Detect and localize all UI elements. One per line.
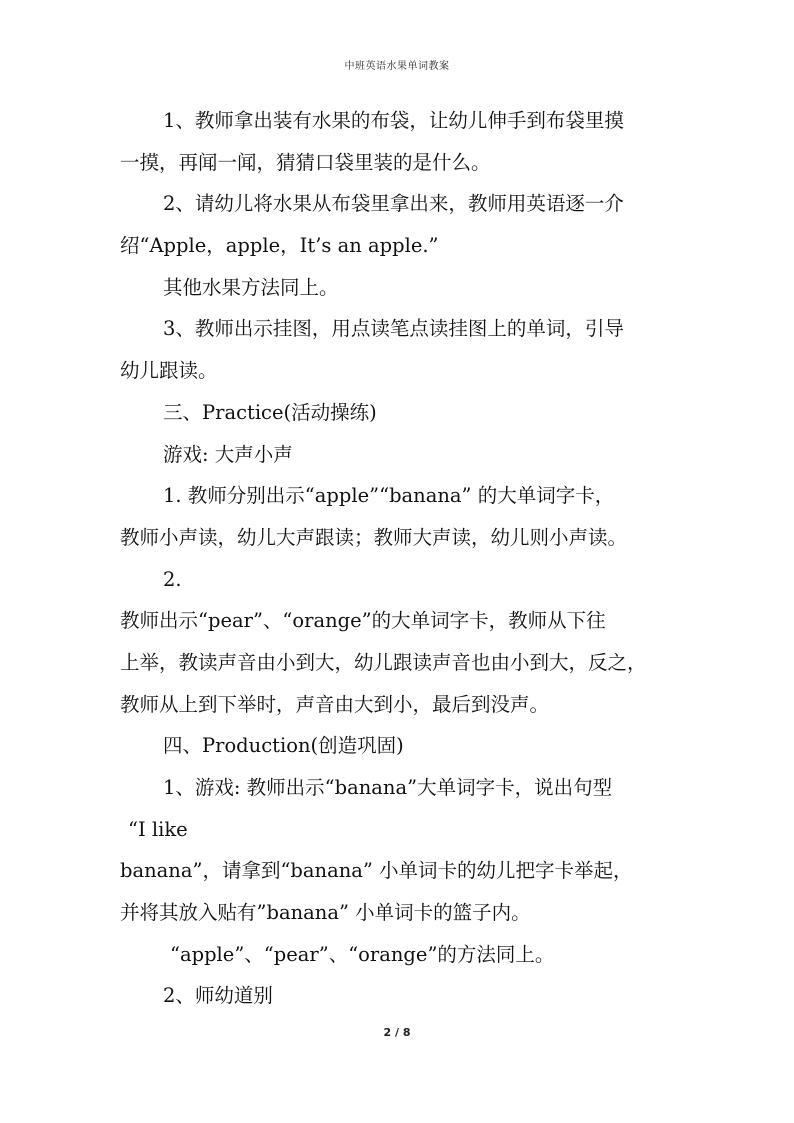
document-body: [120, 100, 680, 1017]
paragraph-line: 2、请幼儿将水果从布袋里拿出来，教师用英语逐一介: [163, 192, 624, 216]
paragraph-line: “I like: [128, 817, 188, 841]
paragraph-line: 教师从上到下举时，声音由大到小，最后到没声。: [120, 692, 550, 716]
section-heading-production: 四、Production(创造巩固): [163, 734, 404, 758]
paragraph-line: 3、教师出示挂图，用点读笔点读挂图上的单词，引导: [163, 317, 624, 341]
paragraph-line: 绍“Apple，apple，It’s an apple.”: [120, 234, 439, 258]
paragraph-line: 2.: [163, 567, 182, 591]
paragraph-line: 幼儿跟读。: [120, 359, 218, 383]
paragraph-line: 其他水果方法同上。: [163, 275, 339, 299]
paragraph-line: 教师出示“pear”、“orange”的大单词字卡，教师从下往: [120, 609, 606, 633]
paragraph-line: “apple”、“pear”、“orange”的方法同上。: [170, 942, 555, 966]
paragraph-line: 1、教师拿出装有水果的布袋，让幼儿伸手到布袋里摸: [163, 109, 624, 132]
paragraph-line: 上举，教读声音由小到大，幼儿跟读声音也由小到大，反之，: [120, 650, 647, 674]
page-number: 2 / 8: [383, 1026, 411, 1039]
page-header-title: 中班英语水果单词教案: [344, 61, 450, 72]
paragraph-line: 一摸，再闻一闻，猜猜口袋里装的是什么。: [120, 150, 491, 174]
paragraph-line: 1、游戏: 教师出示“banana”大单词字卡，说出句型: [163, 776, 613, 799]
paragraph-line: 游戏: 大声小声: [163, 442, 293, 466]
paragraph-line: banana”，请拿到“banana” 小单词卡的幼儿把字卡举起，: [120, 859, 633, 883]
paragraph-line: 并将其放入贴有”banana” 小单词卡的篮子内。: [120, 901, 531, 925]
section-heading-practice: 三、Practice(活动操练): [163, 400, 377, 424]
paragraph-line: 2、师幼道别: [163, 984, 273, 1008]
paragraph-line: 1. 教师分别出示“apple”“banana” 的大单词字卡，: [163, 484, 615, 508]
paragraph-line: 教师小声读，幼儿大声跟读；教师大声读，幼儿则小声读。: [120, 525, 628, 549]
